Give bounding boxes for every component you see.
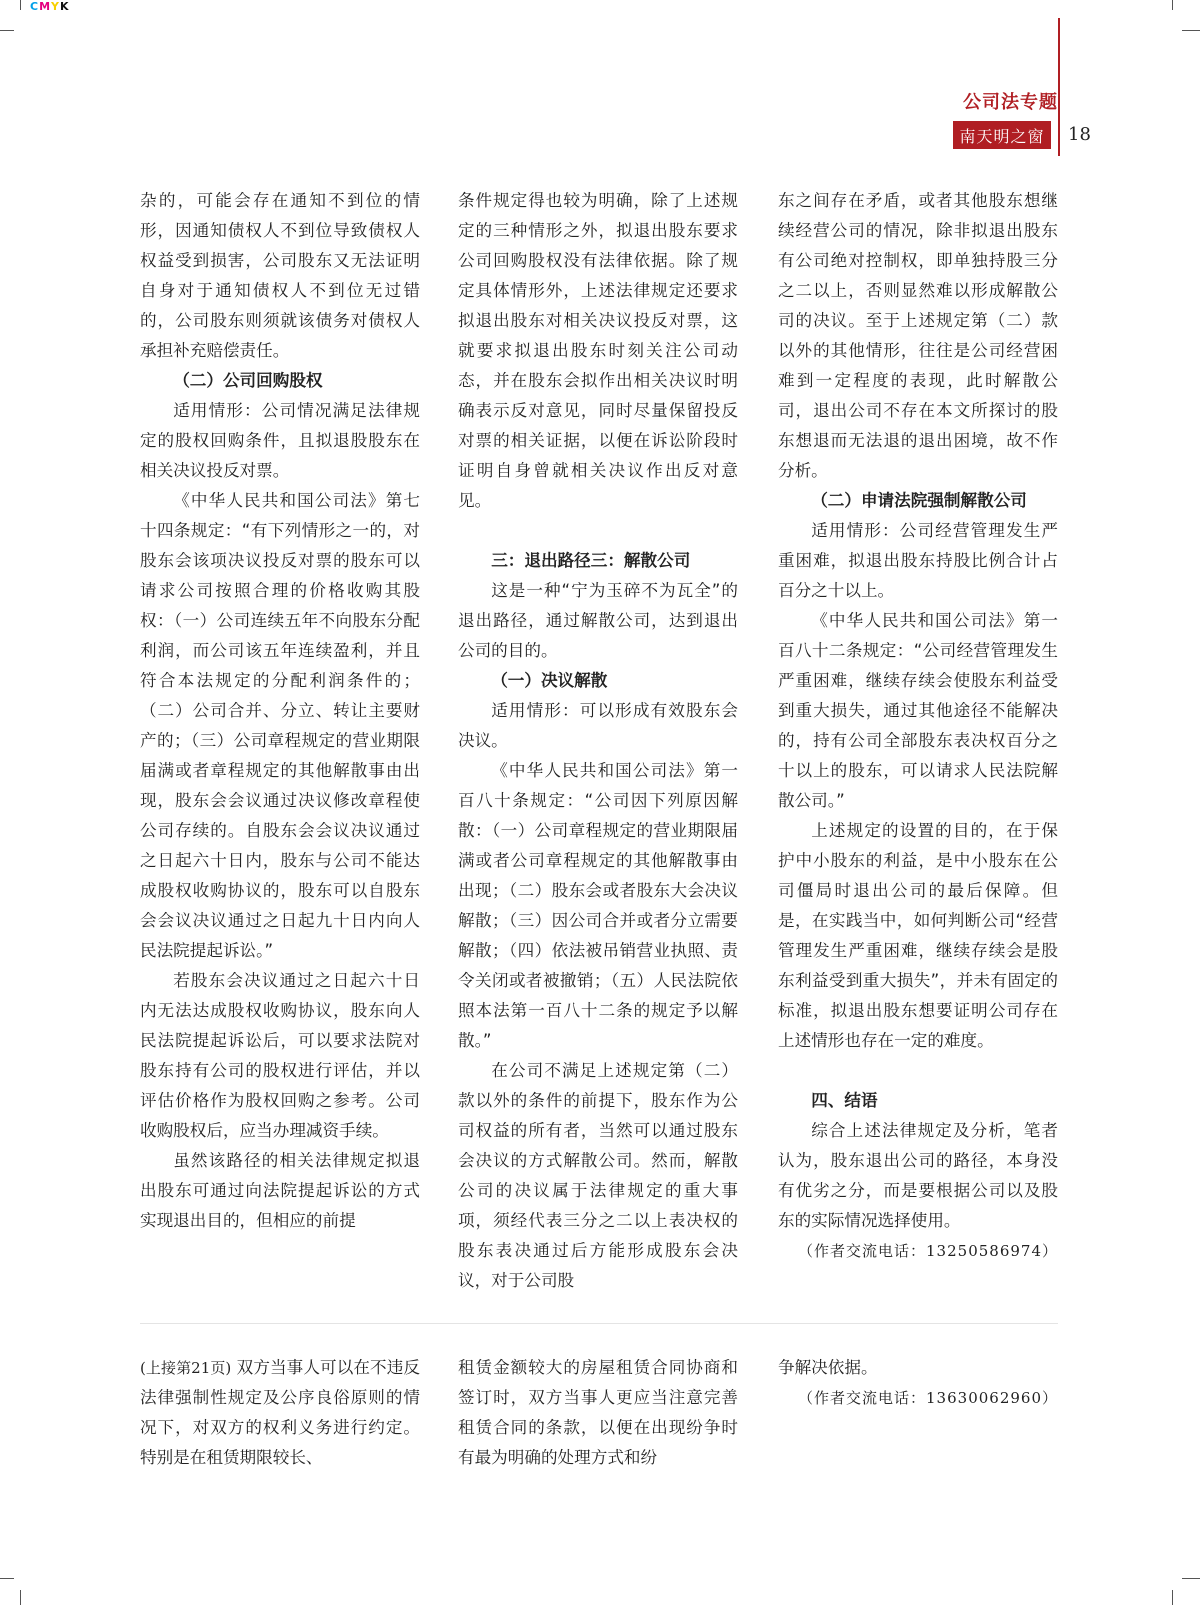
header-red-rule [1058,18,1060,156]
paragraph: 虽然该路径的相关法律规定拟退出股东可通过向法院提起诉讼的方式实现退出目的，但相应的前提 [140,1151,420,1230]
heading-conclusion: 四、结语 [811,1091,878,1110]
paragraph: 适用情形：公司经营管理发生严重困难，拟退出股东持股比例合计占百分之十以上。 [778,521,1058,600]
paragraph: 《中华人民共和国公司法》第七十四条规定：“有下列情形之一的，对股东会该项决议投反对票的股东可以请求公司按照合理的价格收购其股权：（一）公司连续五年不向股东分配利润，而公司该五年连续盈利，并且符合本法规定的分配利润条件的；（二）公司合并、分立、转让主要财产的；（三）公司章程规定的营业期限届满或者章程规定的其他解散事由出现，股东会会议通过决议修改章程使公司存续的。自股东会会议决议通过之日起六十日内，股东与公司不能达成股权收购协议的，股东可以自股东会会议决议通过之日起九十日内向人民法院提起诉讼。” [140,491,420,960]
paragraph: 这是一种“宁为玉碎不为瓦全”的退出路径，通过解散公司，达到退出公司的目的。 [458,581,738,660]
crop-mark-bottom-left-h [0,1578,14,1579]
subheading-company-buyback: （二）公司回购股权 [173,371,323,390]
author-contact: （作者交流电话：13250586974） [798,1242,1058,1260]
crop-mark-top-left-v [20,0,21,10]
page-number: 18 [1068,124,1091,145]
crop-mark-top-left-h [0,30,14,31]
column-name-tag: 南天明之窗 [953,121,1051,149]
continued-column-2 [458,1353,738,1473]
continued-from-label: (上接第21页) [140,1359,232,1377]
heading-exit-path-three: 三：退出路径三：解散公司 [491,551,691,570]
article-column-1 [140,186,420,1236]
paragraph: 东之间存在矛盾，或者其他股东想继续经营公司的情况，除非拟退出股东有公司绝对控制权，即单独持股三分之二以上，否则显然难以形成解散公司的决议。至于上述规定第（二）款以外的其他情形，往往是公司经营困难到一定程度的表现，此时解散公司，退出公司不存在本文所探讨的股东想退而无法退的退出困境，故不作分析。 [778,191,1058,480]
continued-column-1 [140,1353,420,1473]
paragraph: 争解决依据。 [778,1358,878,1377]
paragraph: 适用情形：可以形成有效股东会决议。 [458,701,738,750]
paragraph: 在公司不满足上述规定第（二）款以外的条件的前提下，股东作为公司权益的所有者，当然可以通过股东会决议的方式解散公司。然而，解散公司的决议属于法律规定的重大事项，须经代表三分之二以上表决权的股东表决通过后方能形成股东会决议，对于公司股 [458,1061,738,1290]
crop-mark-top-right-h [1182,30,1200,31]
crop-mark-top-right-v [1172,0,1173,10]
cmyk-m: M [39,0,52,13]
crop-mark-bottom-left-v [20,1590,21,1605]
paragraph: 若股东会决议通过之日起六十日内无法达成股权收购协议，股东向人民法院提起诉讼后，可以要求法院对股东持有公司的股权进行评估，并以评估价格作为股权回购之参考。公司收购股权后，应当办理减资手续。 [140,971,420,1140]
cmyk-y: Y [51,0,60,13]
paragraph: 综合上述法律规定及分析，笔者认为，股东退出公司的路径，本身没有优劣之分，而是要根据公司以及股东的实际情况选择使用。 [778,1121,1058,1230]
cmyk-k: K [60,0,70,13]
paragraph-text: 双方当事人可以在不违反法律强制性规定及公序良俗原则的情况下，对双方的权利义务进行约定。特别是在租赁期限较长、 [140,1358,421,1467]
paragraph: 杂的，可能会存在通知不到位的情形，因通知债权人不到位导致债权人权益受到损害，公司股东又无法证明自身对于通知债权人不到位无过错的，公司股东则须就该债务对债权人承担补充赔偿责任。 [140,191,420,360]
author-contact: （作者交流电话：13630062960） [798,1389,1058,1407]
section-divider [140,1323,1058,1324]
paragraph: 《中华人民共和国公司法》第一百八十条规定：“公司因下列原因解散：（一）公司章程规定的营业期限届满或者公司章程规定的其他解散事由出现；（二）股东会或者股东大会决议解散；（三）因公司合并或者分立需要解散；（四）依法被吊销营业执照、责令关闭或者被撤销；（五）人民法院依照本法第一百八十二条的规定予以解散。” [458,761,738,1050]
crop-mark-bottom-right-v [1172,1590,1173,1605]
paragraph: 租赁金额较大的房屋租赁合同协商和签订时，双方当事人更应当注意完善租赁合同的条款，以便在出现纷争时有最为明确的处理方式和纷 [458,1358,738,1467]
article-column-2 [458,186,738,1296]
paragraph: 上述规定的设置的目的，在于保护中小股东的利益，是中小股东在公司僵局时退出公司的最后保障。但是，在实践当中，如何判断公司“经营管理发生严重困难，继续存续会是股东利益受到重大损失”，并未有固定的标准，拟退出股东想要证明公司存在上述情形也存在一定的难度。 [778,821,1058,1050]
paragraph: 适用情形：公司情况满足法律规定的股权回购条件，且拟退股股东在相关决议投反对票。 [140,401,420,480]
subheading-resolution-dissolution: （一）决议解散 [491,671,608,690]
subheading-court-dissolution: （二）申请法院强制解散公司 [811,491,1027,510]
section-title: 公司法专题 [963,92,1058,113]
spacer [458,516,738,546]
article-column-3 [778,186,1058,1266]
spacer [778,1056,1058,1086]
paragraph [140,1353,420,1473]
crop-mark-bottom-right-h [1182,1578,1200,1579]
cmyk-label [30,0,70,13]
paragraph: 《中华人民共和国公司法》第一百八十二条规定：“公司经营管理发生严重困难，继续存续会使股东利益受到重大损失，通过其他途径不能解决的，持有公司全部股东表决权百分之十以上的股东，可以请求人民法院解散公司。” [778,611,1058,810]
cmyk-c: C [30,0,40,13]
paragraph: 条件规定得也较为明确，除了上述规定的三种情形之外，拟退出股东要求公司回购股权没有法律依据。除了规定具体情形外，上述法律规定还要求拟退出股东对相关决议投反对票，这就要求拟退出股东时刻关注公司动态，并在股东会拟作出相关决议时明确表示反对意见，同时尽量保留投反对票的相关证据，以便在诉讼阶段时证明自身曾就相关决议作出反对意见。 [458,191,738,510]
continued-column-3 [778,1353,1058,1413]
